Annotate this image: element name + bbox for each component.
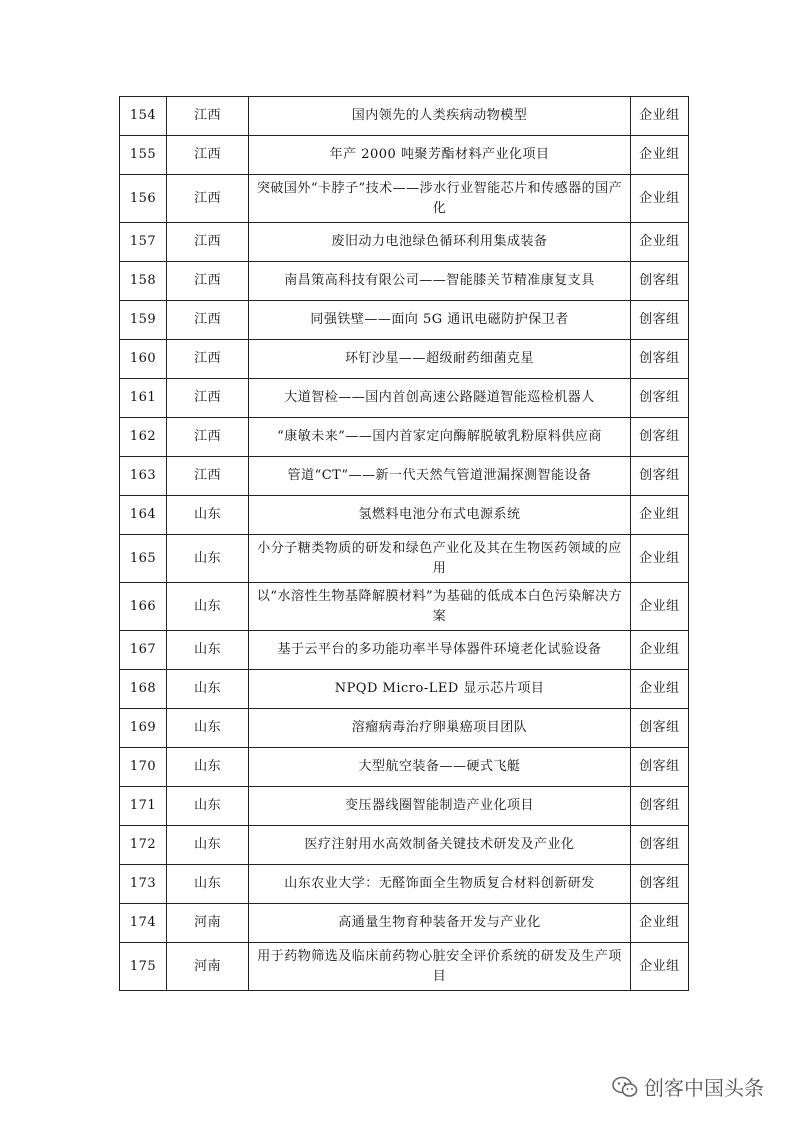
cell-number: 157: [120, 223, 167, 262]
cell-number: 174: [120, 904, 167, 943]
cell-number: 172: [120, 826, 167, 865]
cell-province: 山东: [167, 496, 249, 535]
cell-number: 171: [120, 787, 167, 826]
cell-province: 江西: [167, 418, 249, 457]
cell-province: 江西: [167, 457, 249, 496]
cell-project-name: NPQD Micro-LED 显示芯片项目: [249, 670, 631, 709]
cell-number: 163: [120, 457, 167, 496]
cell-group: 企业组: [630, 97, 688, 136]
cell-province: 江西: [167, 223, 249, 262]
table-row: [120, 340, 689, 379]
cell-number: 161: [120, 379, 167, 418]
cell-number: 160: [120, 340, 167, 379]
cell-number: 170: [120, 748, 167, 787]
cell-province: 山东: [167, 709, 249, 748]
cell-group: 企业组: [630, 943, 688, 991]
cell-province: 山东: [167, 583, 249, 631]
cell-group: 创客组: [630, 826, 688, 865]
cell-number: 168: [120, 670, 167, 709]
cell-province: 山东: [167, 748, 249, 787]
cell-project-name: 医疗注射用水高效制备关键技术研发及产业化: [249, 826, 631, 865]
table-row: [120, 223, 689, 262]
cell-project-name: 管道“CT”——新一代天然气管道泄漏探测智能设备: [249, 457, 631, 496]
cell-project-name: 大道智检——国内首创高速公路隧道智能巡检机器人: [249, 379, 631, 418]
cell-province: 山东: [167, 865, 249, 904]
cell-project-name: 氢燃料电池分布式电源系统: [249, 496, 631, 535]
cell-number: 175: [120, 943, 167, 991]
cell-group: 创客组: [630, 301, 688, 340]
cell-group: 企业组: [630, 496, 688, 535]
cell-group: 企业组: [630, 175, 688, 223]
cell-province: 江西: [167, 175, 249, 223]
cell-province: 河南: [167, 943, 249, 991]
wechat-icon: [612, 1076, 638, 1098]
cell-number: 156: [120, 175, 167, 223]
cell-project-name: 废旧动力电池绿色循环利用集成装备: [249, 223, 631, 262]
cell-group: 创客组: [630, 787, 688, 826]
cell-province: 山东: [167, 826, 249, 865]
table-row: [120, 379, 689, 418]
table-row: [120, 583, 689, 631]
cell-number: 169: [120, 709, 167, 748]
table-row: [120, 826, 689, 865]
table-row: [120, 496, 689, 535]
table-row: [120, 262, 689, 301]
cell-group: 企业组: [630, 583, 688, 631]
watermark-text: 创客中国头条: [644, 1076, 764, 1100]
cell-province: 江西: [167, 262, 249, 301]
cell-province: 山东: [167, 535, 249, 583]
cell-group: 企业组: [630, 136, 688, 175]
cell-province: 山东: [167, 787, 249, 826]
cell-project-name: 突破国外“卡脖子”技术——涉水行业智能芯片和传感器的国产化: [249, 175, 631, 223]
cell-province: 江西: [167, 136, 249, 175]
table-row: [120, 418, 689, 457]
cell-province: 山东: [167, 670, 249, 709]
table-row: [120, 535, 689, 583]
cell-group: 企业组: [630, 670, 688, 709]
table-row: [120, 457, 689, 496]
cell-number: 166: [120, 583, 167, 631]
cell-province: 河南: [167, 904, 249, 943]
cell-group: 创客组: [630, 262, 688, 301]
cell-group: 创客组: [630, 418, 688, 457]
cell-project-name: 小分子糖类物质的研发和绿色产业化及其在生物医药领域的应用: [249, 535, 631, 583]
table-row: [120, 865, 689, 904]
cell-province: 江西: [167, 97, 249, 136]
cell-project-name: 同强铁壁——面向 5G 通讯电磁防护保卫者: [249, 301, 631, 340]
project-table: [119, 96, 689, 991]
table-row: [120, 904, 689, 943]
cell-group: 创客组: [630, 340, 688, 379]
cell-group: 企业组: [630, 904, 688, 943]
cell-project-name: 年产 2000 吨聚芳酯材料产业化项目: [249, 136, 631, 175]
cell-project-name: 变压器线圈智能制造产业化项目: [249, 787, 631, 826]
cell-project-name: “康敏未来”——国内首家定向酶解脱敏乳粉原料供应商: [249, 418, 631, 457]
cell-province: 江西: [167, 340, 249, 379]
cell-group: 创客组: [630, 379, 688, 418]
table-row: [120, 97, 689, 136]
cell-project-name: 高通量生物育种装备开发与产业化: [249, 904, 631, 943]
cell-number: 159: [120, 301, 167, 340]
cell-group: 创客组: [630, 457, 688, 496]
cell-project-name: 山东农业大学：无醛饰面全生物质复合材料创新研发: [249, 865, 631, 904]
table-row: [120, 787, 689, 826]
cell-group: 创客组: [630, 865, 688, 904]
cell-province: 江西: [167, 301, 249, 340]
cell-project-name: 国内领先的人类疾病动物模型: [249, 97, 631, 136]
cell-province: 江西: [167, 379, 249, 418]
cell-project-name: 南昌策高科技有限公司——智能膝关节精准康复支具: [249, 262, 631, 301]
cell-project-name: 基于云平台的多功能功率半导体器件环境老化试验设备: [249, 631, 631, 670]
cell-group: 企业组: [630, 535, 688, 583]
cell-group: 企业组: [630, 223, 688, 262]
cell-project-name: 大型航空装备——硬式飞艇: [249, 748, 631, 787]
cell-project-name: 以“水溶性生物基降解膜材料”为基础的低成本白色污染解决方案: [249, 583, 631, 631]
table-row: [120, 943, 689, 991]
table-row: [120, 175, 689, 223]
cell-number: 164: [120, 496, 167, 535]
table-row: [120, 709, 689, 748]
cell-number: 165: [120, 535, 167, 583]
cell-group: 创客组: [630, 748, 688, 787]
cell-project-name: 用于药物筛选及临床前药物心脏安全评价系统的研发及生产项目: [249, 943, 631, 991]
watermark: [612, 1072, 764, 1101]
table-row: [120, 136, 689, 175]
cell-number: 173: [120, 865, 167, 904]
table-row: [120, 670, 689, 709]
cell-project-name: 溶瘤病毒治疗卵巢癌项目团队: [249, 709, 631, 748]
cell-number: 162: [120, 418, 167, 457]
table-row: [120, 748, 689, 787]
cell-number: 155: [120, 136, 167, 175]
cell-province: 山东: [167, 631, 249, 670]
table-row: [120, 301, 689, 340]
cell-group: 企业组: [630, 631, 688, 670]
cell-number: 154: [120, 97, 167, 136]
cell-number: 167: [120, 631, 167, 670]
cell-project-name: 环钉沙星——超级耐药细菌克星: [249, 340, 631, 379]
cell-group: 创客组: [630, 709, 688, 748]
table-body: [120, 97, 689, 991]
table-row: [120, 631, 689, 670]
cell-number: 158: [120, 262, 167, 301]
